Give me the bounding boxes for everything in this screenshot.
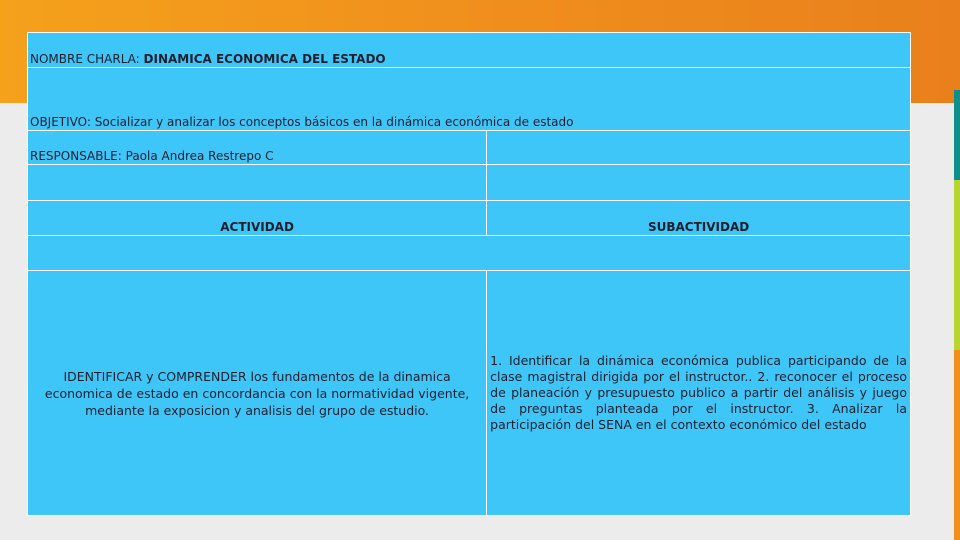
row-objetivo (28, 68, 911, 131)
responsable-value: Paola Andrea Restrepo C (125, 149, 274, 163)
responsable-cell (28, 131, 487, 165)
objetivo-label: OBJETIVO: (30, 115, 91, 129)
charla-value: DINAMICA ECONOMICA DEL ESTADO (143, 52, 386, 66)
responsable-label: RESPONSABLE: (30, 149, 122, 163)
empty-cell-r4a (28, 165, 487, 201)
planning-table (27, 32, 911, 516)
actividad-text: IDENTIFICAR y COMPRENDER los fundamentos de la dinamica economica de estado en concordancia con la normatividad vigente, mediante la exposicion y analisis del grupo de estudio. (28, 271, 487, 516)
header-actividad: ACTIVIDAD (28, 201, 487, 236)
objetivo-cell (28, 68, 911, 131)
row-responsable (28, 131, 911, 165)
charla-cell (28, 33, 911, 68)
objetivo-value: Socializar y analizar los conceptos básicos en la dinámica económica de estado (94, 115, 574, 129)
planning-table-container (27, 32, 911, 515)
row-empty-split (28, 165, 911, 201)
row-headers (28, 201, 911, 236)
empty-cell-r3 (487, 131, 911, 165)
empty-cell-r6 (28, 236, 911, 271)
empty-cell-r4b (487, 165, 911, 201)
side-stripe-orange (954, 350, 960, 540)
subactividad-text: 1. Identificar la dinámica económica publica participando de la clase magistral dirigida por el instructor.. 2. reconocer el proceso de planeación y presupuesto publico a partir del análisis y juego de preguntas planteada por el instructor. 3. Analizar la participación del SENA en el contexto económico del estado (487, 271, 911, 516)
side-stripe-lime (954, 180, 960, 350)
side-stripe-teal (954, 90, 960, 180)
row-charla (28, 33, 911, 68)
row-empty-full (28, 236, 911, 271)
row-content (28, 271, 911, 516)
charla-label: NOMBRE CHARLA: (30, 52, 140, 66)
header-subactividad: SUBACTIVIDAD (487, 201, 911, 236)
